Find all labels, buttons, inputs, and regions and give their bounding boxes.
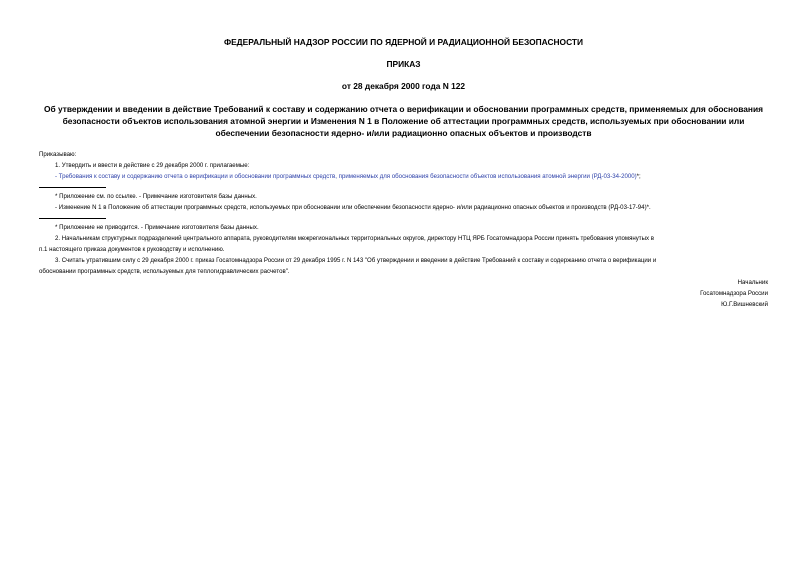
item-1-requirements-line bbox=[39, 171, 768, 182]
footnote-2: * Приложение не приводится. - Примечание изготовителя базы данных. bbox=[55, 224, 259, 231]
signature-organization: Госатомнадзора России bbox=[700, 290, 768, 297]
item-3-line-1: 3. Считать утратившим силу с 29 декабря 2000 г. приказ Госатомнадзора России от 29 декабря 1995 г. N 143 "Об утверждении и введении в действие Требований к составу и содержанию отчета о верификации и bbox=[55, 257, 657, 264]
requirements-document-link[interactable]: - Требования к составу и содержанию отчета о верификации и обосновании программных средств, применяемых для обоснования безопасности объектов использования атомной энергии (РД-03-34-2000) bbox=[55, 173, 637, 180]
item-3-line-2: обосновании программных средств, используемых для теплогидравлических расчетов". bbox=[39, 268, 290, 275]
footnote-1: * Приложение см. по ссылке. - Примечание изготовителя базы данных. bbox=[55, 193, 257, 200]
item-2-line-1: 2. Начальникам структурных подразделений центрального аппарата, руководителям межрегиональных территориальных округов, директору НТЦ ЯРБ Госатомнадзора России принять требования упомянутых в bbox=[55, 235, 654, 242]
document-type: ПРИКАЗ bbox=[386, 59, 421, 69]
decree-word: Приказываю: bbox=[39, 151, 77, 158]
signature-position: Начальник bbox=[737, 279, 768, 286]
footnote-divider bbox=[39, 218, 106, 219]
item-2-line-2: п.1 настоящего приказа документов к руководству и исполнению. bbox=[39, 246, 225, 253]
item-1: 1. Утвердить и ввести в действие с 29 декабря 2000 г. прилагаемые: bbox=[55, 162, 250, 169]
organization-heading: ФЕДЕРАЛЬНЫЙ НАДЗОР РОССИИ ПО ЯДЕРНОЙ И РАДИАЦИОННОЙ БЕЗОПАСНОСТИ bbox=[223, 37, 584, 47]
item-1-link-suffix: *; bbox=[636, 173, 641, 180]
signature-name: Ю.Г.Вишневский bbox=[721, 301, 768, 308]
document-title: Об утверждении и введении в действие Требований к составу и содержанию отчета о верификации и обосновании программных средств, применяемых для обоснования безопасности объектов использования атомной энергии и Изменения N 1 в Положение об аттестации программных средств, используемых при обосновании или обеспечении безопасности ядерно- и/или радиационно опасных объектов и производств bbox=[43, 104, 764, 138]
signature-block bbox=[39, 277, 768, 310]
footnote-divider bbox=[39, 187, 106, 188]
document-date-number: от 28 декабря 2000 года N 122 bbox=[341, 81, 466, 91]
item-1-amendment: - Изменение N 1 в Положение об аттестации программных средств, используемых при обосновании или обеспечении безопасности ядерно- и/или радиационно опасных объектов и производств (РД-03-17-94)*. bbox=[55, 204, 651, 211]
